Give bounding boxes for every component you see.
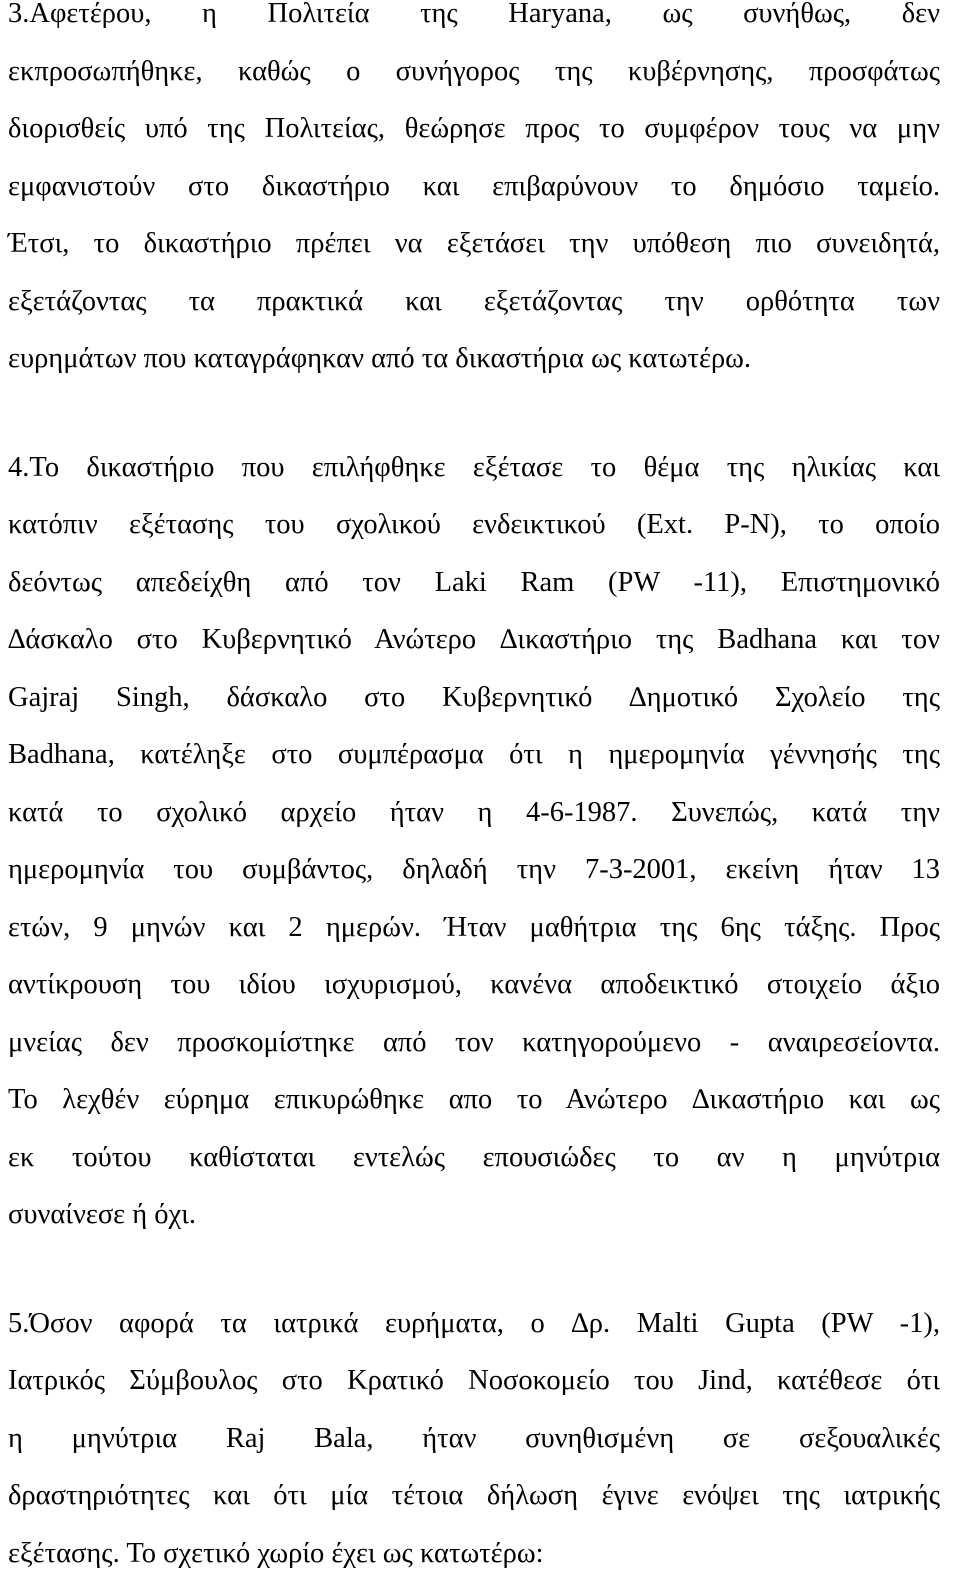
text-line: διορισθείς υπό της Πολιτείας, θεώρησε προς το συμφέρον τους να μην [8, 113, 940, 144]
text-line: ευρημάτων που καταγράφηκαν από τα δικαστήρια ως κατωτέρω. [8, 343, 752, 374]
text-line: κατά το σχολικό αρχείο ήταν η 4-6-1987. Συνεπώς, κατά την [8, 797, 940, 828]
text-line: αντίκρουση του ιδίου ισχυρισμού, κανένα αποδεικτικό στοιχείο άξιο [8, 969, 940, 1000]
text-line: εκ τούτου καθίσταται εντελώς επουσιώδες το αν η μηνύτρια [8, 1142, 940, 1173]
text-line: κατόπιν εξέτασης του σχολικού ενδεικτικού (Ext. P-N), το οποίο [8, 509, 940, 540]
text-line: εκπροσωπήθηκε, καθώς ο συνήγορος της κυβέρνησης, προσφάτως [8, 56, 940, 87]
text-line: η μηνύτρια Raj Bala, ήταν συνηθισμένη σε σεξουαλικές [8, 1423, 940, 1454]
text-line: 3.Αφετέρου, η Πολιτεία της Haryana, ως συνήθως, δεν [8, 0, 940, 29]
text-line: ∆άσκαλο στο Κυβερνητικό Ανώτερο ∆ικαστήριο της Badhana και τον [8, 624, 940, 655]
text-line: συναίνεσε ή όχι. [8, 1199, 196, 1230]
text-line: ετών, 9 μηνών και 2 ημερών. Ήταν μαθήτρια της 6ης τάξης. Προς [8, 912, 940, 943]
text-line: 5.Όσον αφορά τα ιατρικά ευρήματα, ο ∆ρ. Malti Gupta (PW -1), [8, 1308, 940, 1339]
text-line: 4.Το δικαστήριο που επιλήφθηκε εξέτασε το θέμα της ηλικίας και [8, 452, 940, 483]
text-line: μνείας δεν προσκομίστηκε από τον κατηγορούμενο - αναιρεσείοντα. [8, 1027, 940, 1058]
text-line: εμφανιστούν στο δικαστήριο και επιβαρύνουν το δημόσιο ταμείο. [8, 171, 940, 202]
text-line: εξετάζοντας τα πρακτικά και εξετάζοντας την ορθότητα των [8, 286, 940, 317]
text-line: ημερομηνία του συμβάντος, δηλαδή την 7-3-2001, εκείνη ήταν 13 [8, 854, 940, 885]
text-line: Gajraj Singh, δάσκαλο στο Κυβερνητικό ∆ημοτικό Σχολείο της [8, 682, 940, 713]
text-line: Ιατρικός Σύμβουλος στο Κρατικό Νοσοκομείο του Jind, κατέθεσε ότι [8, 1365, 940, 1396]
text-line: δραστηριότητες και ότι μία τέτοια δήλωση έγινε ενόψει της ιατρικής [8, 1480, 940, 1511]
text-line: δεόντως απεδείχθη από τον Laki Ram (PW -11), Επιστημονικό [8, 567, 940, 598]
text-line: Έτσι, το δικαστήριο πρέπει να εξετάσει την υπόθεση πιο συνειδητά, [8, 228, 940, 259]
text-line: Badhana, κατέληξε στο συμπέρασμα ότι η ημερομηνία γέννησής της [8, 739, 940, 770]
text-line: Το λεχθέν εύρημα επικυρώθηκε απο το Ανώτερο ∆ικαστήριο και ως [8, 1084, 940, 1115]
text-line: εξέτασης. Το σχετικό χωρίο έχει ως κατωτέρω: [8, 1538, 544, 1569]
